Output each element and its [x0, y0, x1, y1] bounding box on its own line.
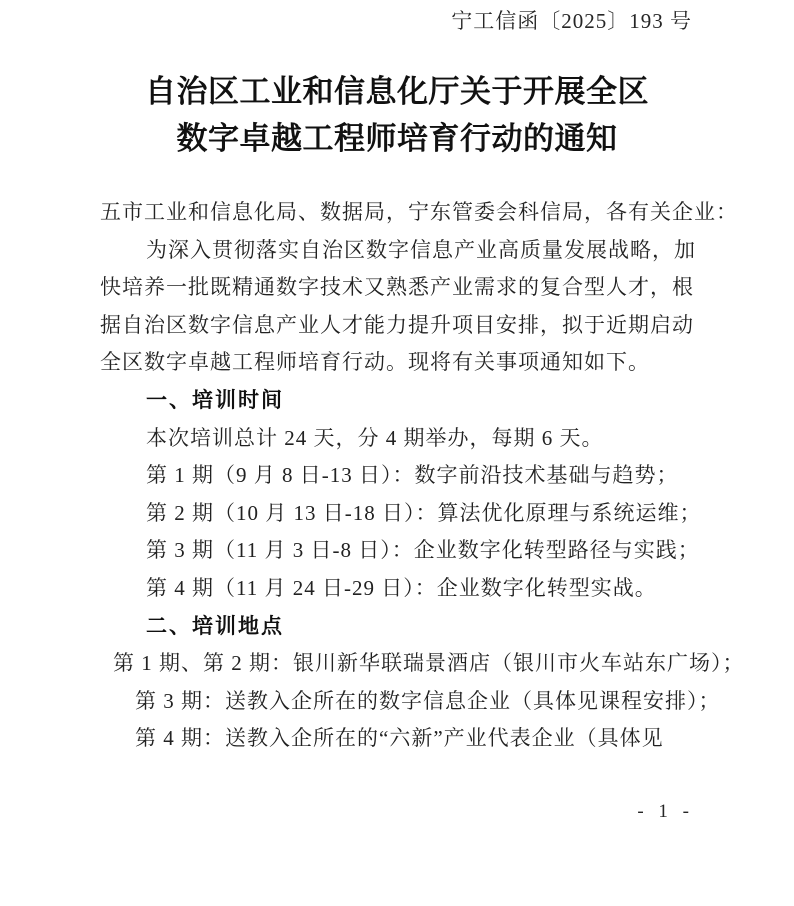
body-line: 第 1 期、第 2 期：银川新华联瑞景酒店（银川市火车站东广场）；: [113, 651, 745, 676]
body-line: 据自治区数字信息产业人才能力提升项目安排，拟于近期启动: [100, 312, 694, 337]
page-number: - 1 -: [637, 801, 694, 822]
document-reference-number: 宁工信函〔2025〕193 号: [451, 9, 692, 33]
document-title-line-1: 自治区工业和信息化厅关于开展全区: [145, 74, 649, 109]
body-line: 五市工业和信息化局、数据局，宁东管委会科信局，各有关企业：: [100, 200, 738, 224]
document-title: [0, 68, 794, 162]
body-line: 第 4 期（11 月 24 日-29 日）：企业数字化转型实战。: [146, 575, 657, 600]
body-line: 本次培训总计 24 天，分 4 期举办，每期 6 天。: [146, 425, 604, 450]
body-line: 第 3 期：送教入企所在的数字信息企业（具体见课程安排）；: [135, 688, 721, 713]
section-heading: 二、培训地点: [146, 614, 284, 638]
body-line: 全区数字卓越工程师培育行动。现将有关事项通知如下。: [100, 350, 650, 375]
body-line: 第 4 期：送教入企所在的“六新”产业代表企业（具体见: [135, 726, 664, 751]
body-line: 第 1 期（9 月 8 日-13 日）：数字前沿技术基础与趋势；: [146, 463, 679, 488]
section-heading: 一、培训时间: [146, 388, 284, 412]
document-body: [100, 194, 745, 758]
body-line: 第 3 期（11 月 3 日-8 日）：企业数字化转型路径与实践；: [146, 538, 700, 563]
body-line: 第 2 期（10 月 13 日-18 日）：算法优化原理与系统运维；: [146, 500, 702, 525]
body-line: 快培养一批既精通数字技术又熟悉产业需求的复合型人才，根: [100, 275, 694, 300]
body-line: 为深入贯彻落实自治区数字信息产业高质量发展战略，加: [146, 237, 696, 262]
document-title-line-2: 数字卓越工程师培育行动的通知: [176, 121, 618, 156]
